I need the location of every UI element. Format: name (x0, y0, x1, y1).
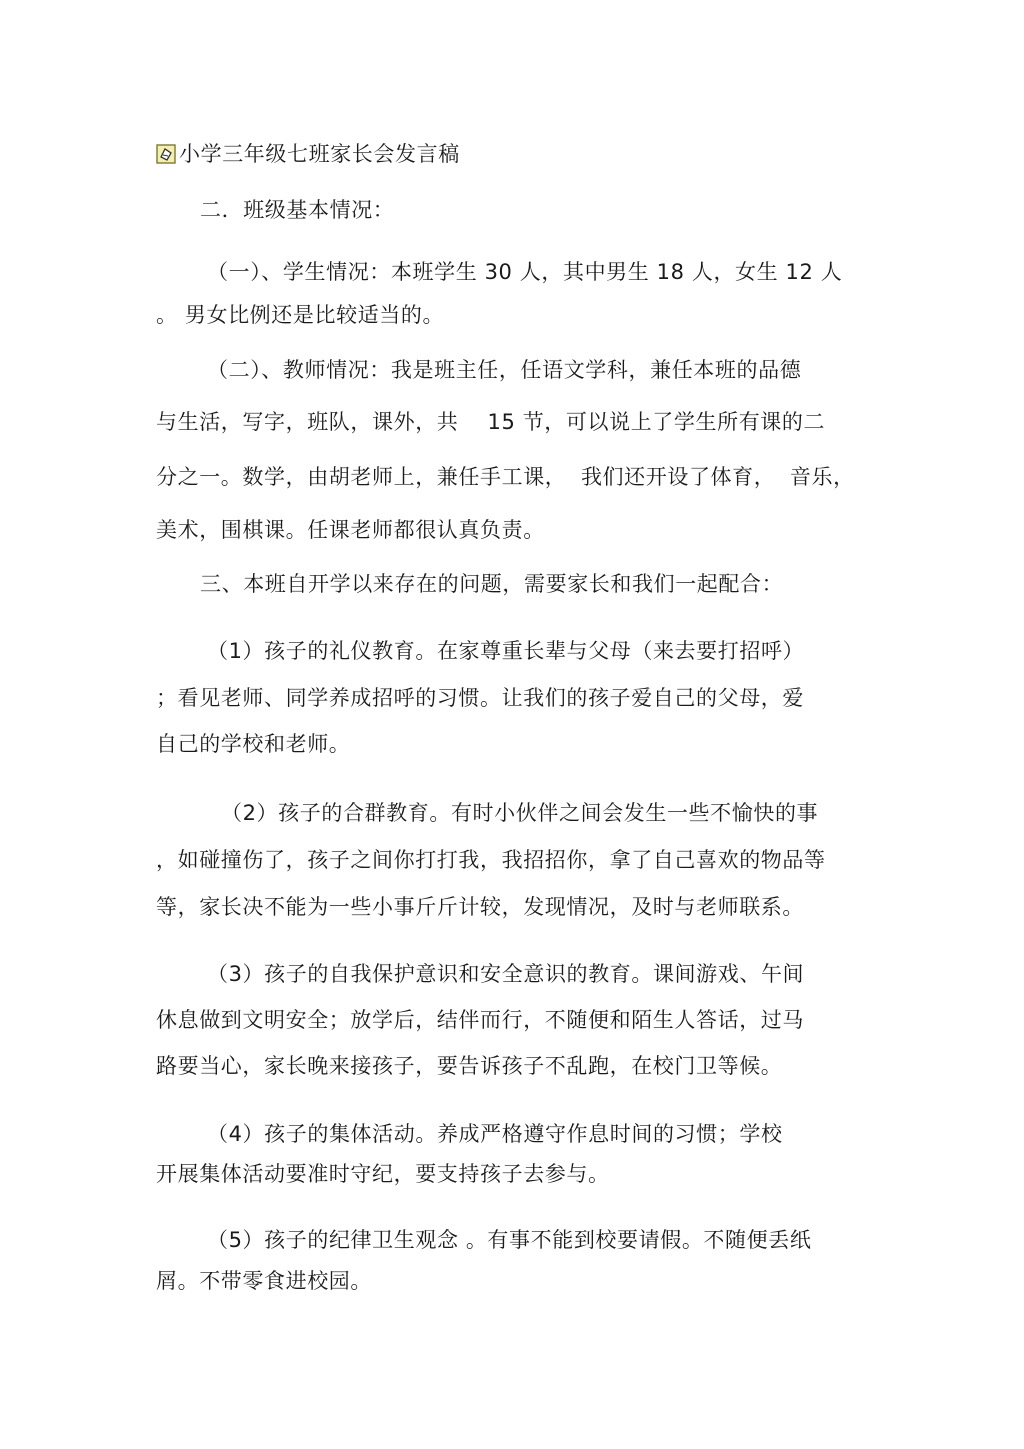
paragraph-line: 路要当心，家长晚来接孩子，要告诉孩子不乱跑，在校门卫等候。 (156, 1054, 783, 1078)
paragraph-line: （二）、教师情况：我是班主任，任语文学科，兼任本班的品德 (207, 358, 802, 382)
paragraph-line: 美术，围棋课。任课老师都很认真负责。 (156, 518, 545, 542)
paragraph-line: （5）孩子的纪律卫生观念 。有事不能到校要请假。不随便丢纸 (207, 1228, 812, 1252)
document-title-row (156, 140, 460, 168)
paragraph-line: 屑。不带零食进校园。 (156, 1269, 372, 1293)
paragraph-line: ；看见老师、同学养成招呼的习惯。让我们的孩子爱自己的父母，爱 (156, 686, 804, 710)
paragraph-line: （1）孩子的礼仪教育。在家尊重长辈与父母（来去要打招呼） (207, 639, 805, 663)
paragraph-line: ，如碰撞伤了，孩子之间你打打我，我招招你，拿了自己喜欢的物品等 (156, 848, 826, 872)
paragraph-line: 自己的学校和老师。 (156, 732, 351, 756)
paragraph-line: 等，家长决不能为一些小事斤斤计较，发现情况，及时与老师联系。 (156, 895, 804, 919)
paragraph-line: （4）孩子的集体活动。养成严格遵守作息时间的习惯；学校 (207, 1122, 783, 1146)
paragraph-line: （3）孩子的自我保护意识和安全意识的教育。课间游戏、午间 (207, 962, 805, 986)
paragraph-line: 。 男女比例还是比较适当的。 (156, 303, 445, 327)
paragraph-line: （2）孩子的合群教育。有时小伙伴之间会发生一些不愉快的事 (221, 801, 819, 825)
document-icon (156, 144, 176, 164)
paragraph-line: 分之一。数学，由胡老师上，兼任手工课， 我们还开设了体育， 音乐， (156, 465, 855, 489)
paragraph-line: 开展集体活动要准时守纪，要支持孩子去参与。 (156, 1162, 610, 1186)
paragraph-line: （一）、学生情况：本班学生 30 人，其中男生 18 人，女生 12 人 (207, 260, 843, 284)
paragraph-line: 休息做到文明安全；放学后，结伴而行，不随便和陌生人答话，过马 (156, 1008, 804, 1032)
section-heading-problems: 三、本班自开学以来存在的问题，需要家长和我们一起配合： (200, 572, 784, 596)
paragraph-line: 与生活，写字，班队，课外，共 15 节，可以说上了学生所有课的二 (156, 410, 826, 434)
section-heading-basic-info: 二．班级基本情况： (200, 198, 395, 222)
document-title: 小学三年级七班家长会发言稿 (179, 142, 460, 166)
